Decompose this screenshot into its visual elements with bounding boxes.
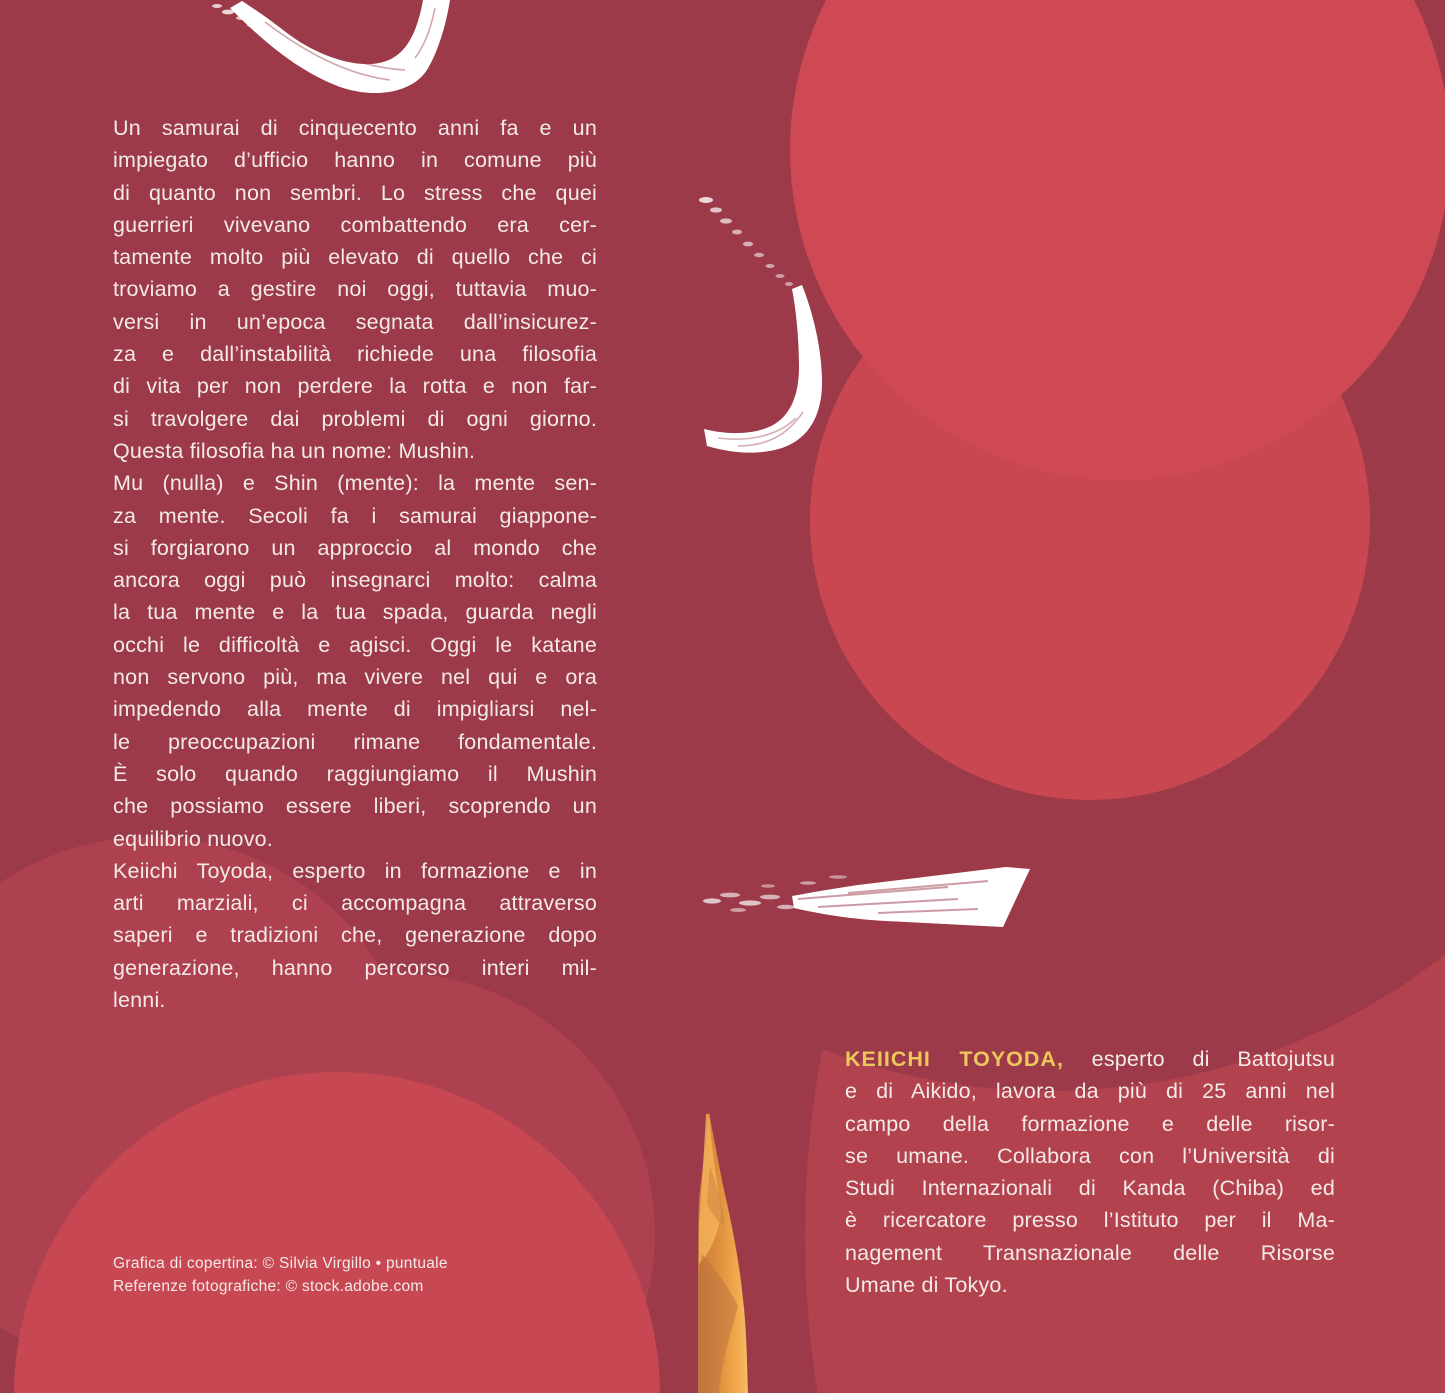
text-line: occhi le difficoltà e agisci. Oggi le katane [113, 632, 597, 657]
text-line: za mente. Secoli fa i samurai giappone- [113, 503, 597, 528]
text-line: Studi Internazionali di Kanda (Chiba) ed [845, 1176, 1335, 1201]
horizontal-brush-stroke [698, 855, 1038, 935]
text-line: za e dall’instabilità richiede una filosofia [113, 342, 597, 367]
synopsis-text [113, 112, 597, 1016]
text-line: troviamo a gestire noi oggi, tuttavia muo- [113, 277, 597, 302]
flame-graphic [690, 1104, 760, 1393]
text-line: generazione, hanno percorso interi mil- [113, 955, 597, 980]
text-line: Keiichi Toyoda, esperto in formazione e in [113, 858, 597, 883]
text-line: arti marziali, ci accompagna attraverso [113, 891, 597, 916]
text-line: guerrieri vivevano combattendo era cer- [113, 212, 597, 237]
text-line: non servono più, ma vivere nel qui e ora [113, 665, 597, 690]
bio-lead-rest: esperto di Battojutsu [1063, 1047, 1335, 1071]
text-line: saperi e tradizioni che, generazione dopo [113, 923, 597, 948]
text-line: impiegato d’ufficio hanno in comune più [113, 148, 597, 173]
author-name: KEIICHI TOYODA, [845, 1047, 1064, 1071]
text-line: equilibrio nuovo. [113, 826, 273, 851]
text-line: di vita per non perdere la rotta e non far- [113, 374, 597, 399]
text-line: impedendo alla mente di impigliarsi nel- [113, 697, 597, 722]
text-line: lenni. [113, 988, 166, 1013]
enso-brush-stroke [195, 0, 465, 105]
text-line: nagement Transnazionale delle Risorse [845, 1240, 1335, 1265]
text-line: è ricercatore presso l’Istituto per il Ma- [845, 1208, 1335, 1233]
text-line: la tua mente e la tua spada, guarda negli [113, 600, 597, 625]
bio-lines [845, 1075, 1335, 1301]
text-line: di quanto non sembri. Lo stress che quei [113, 180, 597, 205]
author-bio [845, 1043, 1335, 1301]
bio-lead-line [845, 1043, 1335, 1075]
text-line: tamente molto più elevato di quello che ci [113, 245, 597, 270]
text-line: si travolgere dai problemi di ogni giorno. [113, 406, 597, 431]
crescent-brush-stroke [688, 188, 838, 463]
text-line: e di Aikido, lavora da più di 25 anni nel [845, 1079, 1335, 1104]
text-line: le preoccupazioni rimane fondamentale. [113, 729, 597, 754]
text-line: versi in un’epoca segnata dall’insicurez- [113, 309, 597, 334]
text-line: che possiamo essere liberi, scoprendo un [113, 794, 597, 819]
text-line: Questa filosofia ha un nome: Mushin. [113, 438, 476, 463]
text-line: campo della formazione e delle risor- [845, 1111, 1335, 1136]
text-line: È solo quando raggiungiamo il Mushin [113, 761, 597, 786]
credits-line-2: Referenze fotografiche: © stock.adobe.com [113, 1278, 424, 1295]
credits-text [113, 1252, 448, 1298]
credits-line-1: Grafica di copertina: © Silvia Virgillo • puntuale [113, 1255, 448, 1272]
text-line: ancora oggi può insegnarci molto: calma [113, 568, 597, 593]
text-line: Un samurai di cinquecento anni fa e un [113, 116, 597, 140]
text-line: Umane di Tokyo. [845, 1273, 1008, 1298]
text-line: Mu (nulla) e Shin (mente): la mente sen- [113, 471, 597, 496]
text-line: se umane. Collabora con l’Università di [845, 1143, 1335, 1168]
text-line: si forgiarono un approccio al mondo che [113, 535, 597, 560]
